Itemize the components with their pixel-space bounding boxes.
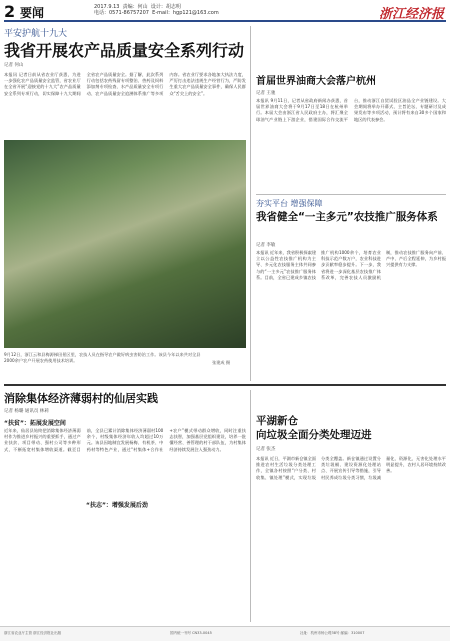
right2-body: 本报讯 近年来，我省积极探索建立以公益性农技推广机构为主导、多元化农技服务主体共同参与的“一主多元”农技推广服务体系。目前，全省已建成乡镇农技推广机构1000余个，培育农业科技示范户数万户，农业科技进步贡献率稳步提升。下一步，我省将进一步深化基层农技推广体系改革，完善农技人员激励机制，推动农技推广服务向产前、产中、产后全程延伸，为乡村振兴提供有力支撑。 [256,250,446,280]
column-divider [250,390,251,622]
bottom-left-byline: 记者 杨璐 通讯员 林莉 [4,409,49,414]
email: E-mail：hgp121@163.com [152,10,219,16]
right2-headline: 我省健全“一主多元”农技推广服务体系 [256,211,438,223]
right1-headline: 首届世界油商大会落户杭州 [256,76,376,87]
right1-body: 本报讯 9月11日，记者从省政府新闻办获悉，首届世界油商大会将于9月17日至18日在杭州举行。本届大会由浙江省人民政府主办，将汇聚全球油气产业链上下游企业，搭建国际合作交流平台，推动浙江自贸试验区油品全产业链建设。大会期间将举办开幕式、主旨论坛、专题研讨及成果发布等多项活动，预计将有来自30多个国家和地区的代表参会。 [256,98,446,122]
divider [256,194,446,195]
section-name: 要闻 [20,6,45,20]
lead-photo [4,140,246,348]
editor: 责编：何山 [122,4,148,10]
section-divider [4,384,446,386]
bottom-left-subhead-1: “扶贫”：拓展发展空间 [4,420,66,427]
photo-credit: 张建成 摄 [212,360,231,365]
issue-date: 2017.9.13 [94,4,120,10]
bottom-right-body: 本报讯 近日，平湖市新仓镇全面推进农村生活垃圾分类处理工作，全镇各村按照“户分类、村收集、镇处理”模式，实现垃圾分类全覆盖。新仓镇通过设置分类垃圾桶、建设资源化处理站点、开展宣传引导等措施，引导村民养成垃圾分类习惯，垃圾减量化、资源化、无害化处理水平明显提升，农村人居环境持续改善。 [256,456,446,480]
page-number: 2 [4,2,16,21]
designer: 设计：胡志明 [150,4,181,10]
masthead-meta [94,4,219,16]
page-footer [0,626,450,641]
right1-byline: 记者 王驰 [256,91,276,96]
lead-caption: 9月12日，浙江云和县梅源梯田景区里，农技人员在指导农户做好病虫害防治工作。该县今年以来共对全县2000余户农户开展农药使用技术培训。 [4,352,201,363]
bottom-right-byline: 记者 张杰 [256,447,276,452]
right2-byline: 记者 李敏 [256,243,276,248]
lead-kicker: 平安护航十九大 [4,29,68,39]
lead-body: 本报讯 记者日前从省农业厅获悉，为进一步强化农产品质量安全监管，省农业厅在全省开展“迎接党的十九大”农产品质量安全系列专项行动，切实保障十九大期间全省农产品质量安全。据了解，此次系列行动包括农药残留专项整治、兽药及饲料添加剂专项检查、水产品质量安全专项行动、农产品质量安全追溯体系推广等多项内容。省农业厅要求各地加大执法力度，严厉打击违法违规生产经营行为，严防发生重大农产品质量安全事件，确保人民群众“舌尖上的安全”。 [4,72,246,96]
bottom-left-body: 近年来，仙居县始终把消除集体经济薄弱村作为推进乡村振兴的重要抓手，通过产业扶贫、项目带动、强村公司等多种形式，不断拓宽村集体增收渠道。截至目前，全县已累计消除集体经济薄弱村100余个，村级集体经济年收入均超过10万元。该县因地制宜发展杨梅、有机茶、中药材等特色产业，通过“村集体+合作社+农户”模式带动群众增收，同时注重扶志扶智，加强基层党组织建设，培养一批懂经营、善管理的村干部队伍，为村集体经济持续发展注入强劲动力。 [4,428,246,452]
footer-right: 社址：杭州市杨公堤38号 邮编：310007 [300,631,365,635]
footer-left: 浙江省农业厅主管 浙江经济报社出版 [4,631,62,635]
bottom-left-headline: 消除集体经济薄弱村的仙居实践 [4,392,158,405]
bottom-right-headline: 平湖新仓 向垃圾全面分类处理迈进 [256,415,372,441]
phone: 电话：0571-86757207 [94,10,149,16]
footer-mid: 国内统一刊号 CN33-0045 [170,631,212,635]
masthead [4,2,446,22]
bottom-left-subhead-2: “扶志”：增强发展后劲 [86,502,148,509]
lead-byline: 记者 何山 [4,63,24,68]
column-divider [250,26,251,381]
right2-kicker: 夯实平台 增强保障 [256,199,323,208]
lead-headline: 我省开展农产品质量安全系列行动 [4,41,245,60]
newspaper-brand: 浙江经济报 [378,7,444,22]
